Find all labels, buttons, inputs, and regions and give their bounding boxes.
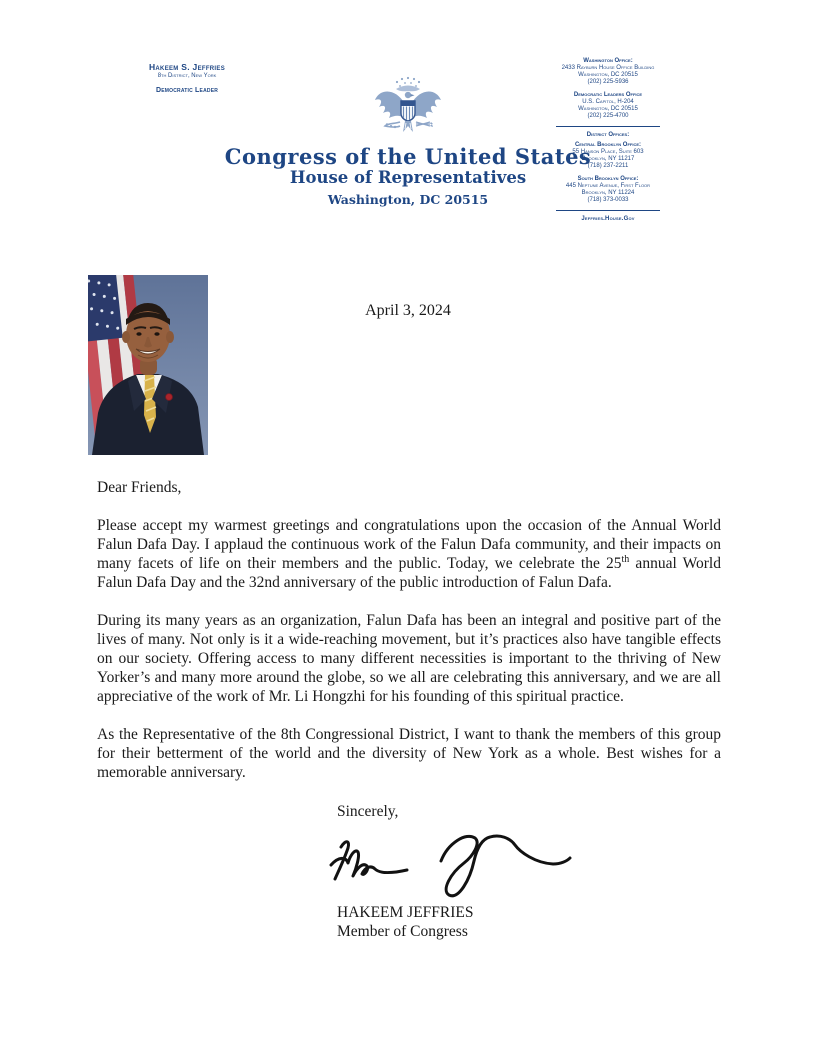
body-paragraph-3: As the Representative of the 8th Congressional District, I want to thank the members of this group for their betterment of the world and the diversity of New York as a whole. Best wishes for a memorable anniversary. [97,726,721,781]
south-brooklyn-heading: South Brooklyn Office: [577,176,639,182]
offices-block [540,58,676,223]
signer-title: Member of Congress [337,923,468,940]
phone-line: (718) 237-2211 [587,163,629,169]
member-role: Democratic Leader [155,87,219,94]
letter-date: April 3, 2024 [365,302,451,319]
washington-office-heading: Washington Office: [583,58,633,64]
member-name: Hakeem S. Jeffries [148,62,226,72]
divider-line [556,126,660,127]
central-brooklyn-office [540,142,676,170]
congress-title: Congress of the United States [224,144,592,169]
signature-image [329,829,573,901]
letter-body [97,478,721,941]
paragraph-text: Please accept my warmest greetings and congratulations upon the occasion of the Annual World Falun Dafa Day. I applaud the continuous work of the Falun Dafa community, and their impacts on many facets of life on their members and the public. Today, we celebrate the 25 [97,517,721,572]
address-line: Brooklyn, NY 11224 [581,190,635,196]
phone-line: (202) 225-5936 [587,79,629,85]
leader-office [540,92,676,120]
paragraph-text: annual World Falun Dafa Day and the 32nd anniversary of the public introduction of Falun Dafa. [97,555,721,591]
body-paragraph-2: During its many years as an organization, Falun Dafa has been an integral and positive part of the lives of many. Not only is it a wide-reaching movement, but it’s practices also have tangible effects on our society. Offering access to many different necessities is important to the thriving of New Yorker’s and many more around the globe, so we all are celebrating this anniversary, and we are all appreciative of the work of Mr. Li Hongzhi for his founding of this spiritual practice. [97,612,721,705]
signer-name: HAKEEM JEFFRIES [337,904,474,921]
house-title: House of Representatives [289,168,527,187]
website-line: Jeffries.House.Gov [581,216,635,222]
congressional-eagle-seal-icon [372,74,444,144]
letterhead-city: Washington, DC 20515 [327,192,489,207]
phone-line: (202) 225-4700 [587,113,629,119]
address-line: Brooklyn, NY 11217 [581,156,635,162]
address-line: 445 Neptune Avenue, First Floor [565,183,651,189]
phone-line: (718) 373-0033 [587,197,629,203]
washington-office [540,58,676,86]
address-line: Washington, DC 20515 [578,72,638,78]
salutation: Dear Friends, [97,479,182,496]
leader-office-heading: Democratic Leaders Office [573,92,643,98]
address-line: 2433 Rayburn House Office Building [561,65,655,71]
ordinal-superscript: th [621,553,630,565]
south-brooklyn-office [540,176,676,204]
address-line: Washington, DC 20515 [578,106,638,112]
closing: Sincerely, [337,803,399,820]
divider-line [556,210,660,211]
letterhead-center-block [0,74,816,210]
central-brooklyn-heading: Central Brooklyn Office: [574,142,642,148]
address-line: U.S. Capitol, H-204 [582,99,634,105]
member-district: 8th District, New York [157,73,217,79]
body-paragraph-1 [97,516,721,592]
district-offices-heading: District Offices: [586,132,630,138]
address-line: 55 Hanson Place, Suite 603 [572,149,644,155]
